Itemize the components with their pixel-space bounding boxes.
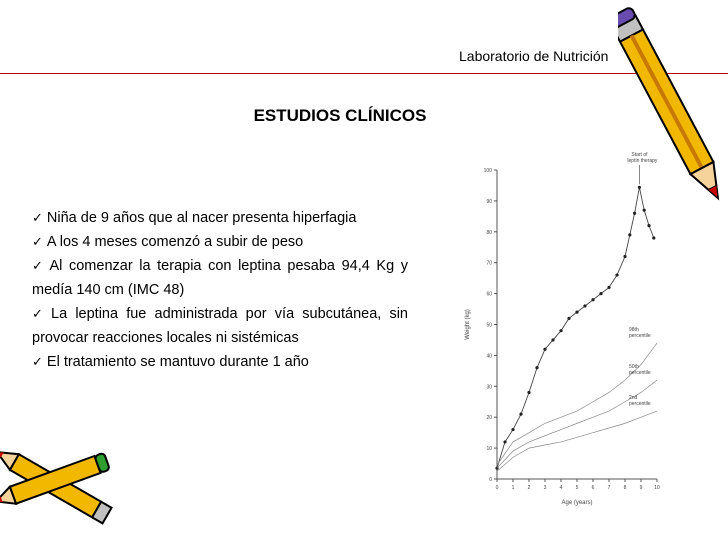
bullet-item [32,230,408,254]
bullet-text: Al comenzar la terapia con leptina pesaba 94,4 Kg y medía 140 cm (IMC 48) [32,258,408,298]
y-tick-label: 100 [483,168,492,174]
y-tick-label: 50 [486,322,492,329]
bullet-list [32,206,408,374]
bullet-item [32,206,408,230]
series-label: 98th [629,327,639,334]
annotation-label: Start of [631,152,648,158]
data-point [599,292,602,295]
bullet-text: El tratamiento se mantuvo durante 1 año [46,354,309,370]
y-tick-label: 0 [489,477,492,483]
series-label: percentile [629,401,651,408]
x-tick-label: 3 [543,485,547,491]
data-point [503,440,506,443]
series-label: 50th [629,364,639,371]
x-tick-label: 7 [607,485,611,491]
y-tick-label: 60 [486,291,492,298]
y-tick-label: 40 [486,353,492,360]
data-point [591,298,594,301]
y-tick-label: 10 [486,446,492,453]
data-point [575,311,578,314]
y-tick-label: 80 [486,229,492,236]
data-point [615,273,618,276]
x-tick-label: 9 [639,485,643,491]
bullet-text: A los 4 meses comenzó a subir de peso [46,234,304,250]
series-label: percentile [629,370,651,377]
data-point [583,304,586,307]
x-tick-label: 6 [591,485,595,491]
bullet-text: La leptina fue administrada por vía subcutánea, sin provocar reacciones locales ni sistémicas [32,306,408,346]
bullet-text: Niña de 9 años que al nacer presenta hiperfagia [46,210,357,226]
checkmark-icon: ✓ [32,210,43,225]
checkmark-icon: ✓ [32,306,48,321]
data-point [607,286,610,289]
slide-title-text: ESTUDIOS CLÍNICOS [253,106,427,125]
pencil-icon [618,0,728,240]
header-title: Laboratorio de Nutrición [459,48,609,64]
annotation-label: leptin therapy [627,158,658,164]
x-tick-label: 1 [511,485,515,491]
series-label: 2nd [629,395,638,402]
data-point [543,348,546,351]
checkmark-icon: ✓ [32,354,43,369]
x-tick-label: 4 [559,485,563,491]
data-point [567,317,570,320]
data-point [551,338,554,341]
y-tick-label: 90 [486,198,492,205]
bullet-item [32,350,408,374]
data-point [535,366,538,369]
series-label: percentile [629,333,651,340]
y-tick-label: 70 [486,260,492,267]
checkmark-icon: ✓ [32,258,46,273]
data-point [511,428,514,431]
y-tick-label: 30 [486,384,492,391]
x-tick-label: 2 [527,485,531,491]
data-point [623,255,626,258]
bullet-item [32,302,408,350]
x-tick-label: 10 [654,485,660,491]
data-point [559,329,562,332]
x-tick-label: 8 [623,485,627,491]
checkmark-icon: ✓ [32,234,43,249]
crossed-pencils-icon [0,440,120,546]
series-line-3 [497,380,657,468]
bullet-item [32,254,408,302]
data-point [527,391,530,394]
x-tick-label: 0 [495,485,499,491]
data-point [519,413,522,416]
series-line-4 [497,411,657,471]
x-tick-label: 5 [575,485,579,491]
y-axis-label: Weight (kg) [465,309,471,340]
x-axis-label: Age (years) [561,500,593,506]
slide-title [0,106,680,126]
y-tick-label: 20 [486,415,492,422]
